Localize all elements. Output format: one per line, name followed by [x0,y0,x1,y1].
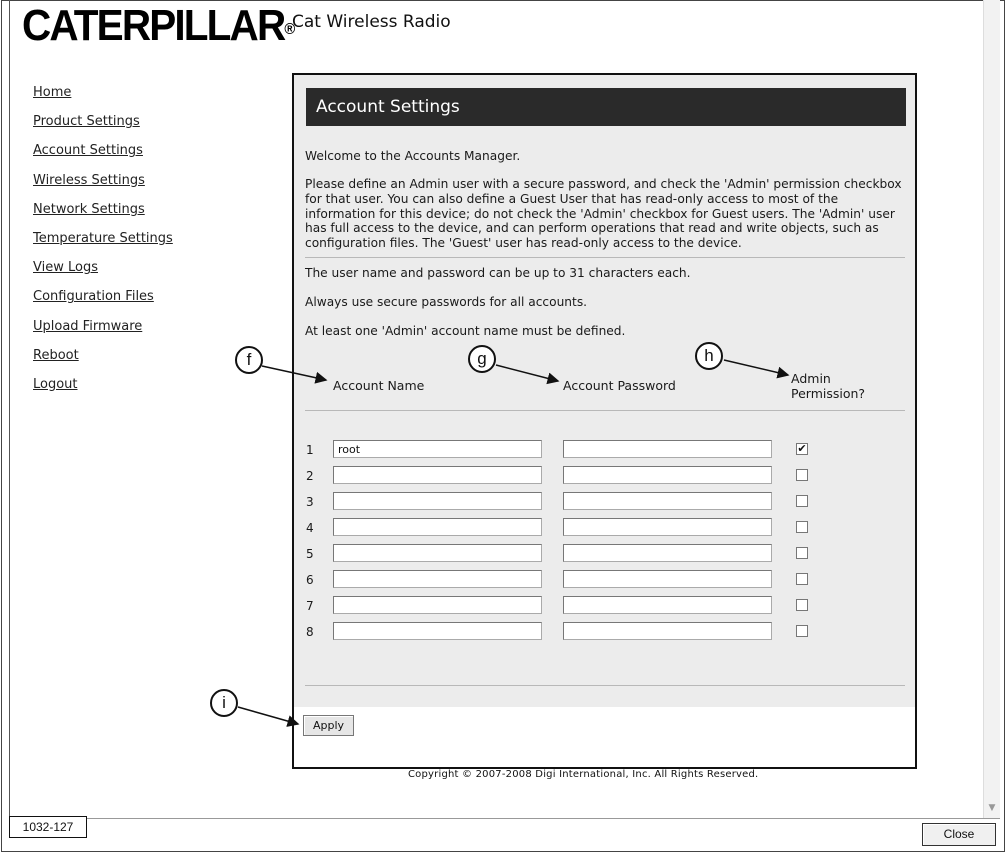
column-header-account-password: Account Password [563,378,676,393]
column-header-account-name: Account Name [333,378,425,393]
account-name-input-6[interactable] [333,570,542,588]
admin-checkbox-7[interactable] [796,599,808,611]
row-number: 7 [306,599,314,613]
divider [305,685,905,686]
nav-link-configuration-files[interactable]: Configuration Files [33,289,154,305]
welcome-text: Welcome to the Accounts Manager. [305,149,521,163]
account-password-input-7[interactable] [563,596,772,614]
row-number: 6 [306,573,314,587]
app-title: Cat Wireless Radio [292,12,451,32]
account-name-input-4[interactable] [333,518,542,536]
nav-link-view-logs[interactable]: View Logs [33,260,98,276]
caterpillar-logo: CATERPILLAR® [22,1,296,50]
account-password-input-5[interactable] [563,544,772,562]
close-button[interactable]: Close [922,823,996,846]
row-number: 2 [306,469,314,483]
note-secure: Always use secure passwords for all accounts. [305,295,588,309]
vertical-scrollbar[interactable] [983,0,1000,818]
row-number: 1 [306,443,314,457]
account-name-input-2[interactable] [333,466,542,484]
account-password-input-2[interactable] [563,466,772,484]
account-password-input-4[interactable] [563,518,772,536]
account-name-input-5[interactable] [333,544,542,562]
note-admin: At least one 'Admin' account name must be defined. [305,324,626,338]
nav-link-account-settings[interactable]: Account Settings [33,143,143,159]
note-length: The user name and password can be up to 31 characters each. [305,266,691,280]
account-password-input-3[interactable] [563,492,772,510]
callout-i: i [210,689,238,717]
admin-checkbox-1[interactable]: ✔ [797,442,807,455]
figure-id-label: 1032-127 [9,816,87,838]
apply-button[interactable]: Apply [303,715,354,736]
admin-checkbox-8[interactable] [796,625,808,637]
divider [305,410,905,411]
column-header-admin-permission: Admin Permission? [791,371,866,401]
account-name-input-7[interactable] [333,596,542,614]
description-text: Please define an Admin user with a secure password, and check the 'Admin' permission checkbox for that user. You can also define a Guest User that has read-only access to most of the information for this device; do not check the 'Admin' checkbox for Guest users. The 'Admin' user has full access to the device, and can perform operations that read and write objects, such as configuration files. The 'Guest' user has read-only access to the device. [305,177,902,251]
nav-link-product-settings[interactable]: Product Settings [33,114,140,130]
nav-link-temperature-settings[interactable]: Temperature Settings [33,230,173,246]
row-number: 4 [306,521,314,535]
account-password-input-6[interactable] [563,570,772,588]
nav-link-reboot[interactable]: Reboot [33,347,79,363]
admin-checkbox-5[interactable] [796,547,808,559]
admin-checkbox-4[interactable] [796,521,808,533]
bottom-divider [10,818,1000,819]
admin-checkbox-3[interactable] [796,495,808,507]
row-number: 5 [306,547,314,561]
panel-title: Account Settings [306,88,906,126]
account-name-input-8[interactable] [333,622,542,640]
admin-checkbox-6[interactable] [796,573,808,585]
nav-link-network-settings[interactable]: Network Settings [33,201,145,217]
callout-g: g [468,345,496,373]
row-number: 3 [306,495,314,509]
account-name-input-1[interactable]: root [333,440,542,458]
account-settings-panel [292,73,917,769]
nav-link-wireless-settings[interactable]: Wireless Settings [33,172,145,188]
callout-f: f [235,346,263,374]
account-password-input-1[interactable] [563,440,772,458]
row-number: 8 [306,625,314,639]
admin-checkbox-2[interactable] [796,469,808,481]
divider [305,257,905,258]
callout-h: h [695,342,723,370]
scroll-down-icon[interactable]: ▼ [988,803,996,813]
nav-link-home[interactable]: Home [33,85,72,100]
account-name-input-3[interactable] [333,492,542,510]
nav-link-logout[interactable]: Logout [33,376,78,392]
left-frame-rule [9,0,10,820]
sidebar-nav [33,84,173,405]
account-password-input-8[interactable] [563,622,772,640]
nav-link-upload-firmware[interactable]: Upload Firmware [33,318,143,334]
copyright-text: Copyright © 2007-2008 Digi International, Inc. All Rights Reserved. [408,769,759,780]
